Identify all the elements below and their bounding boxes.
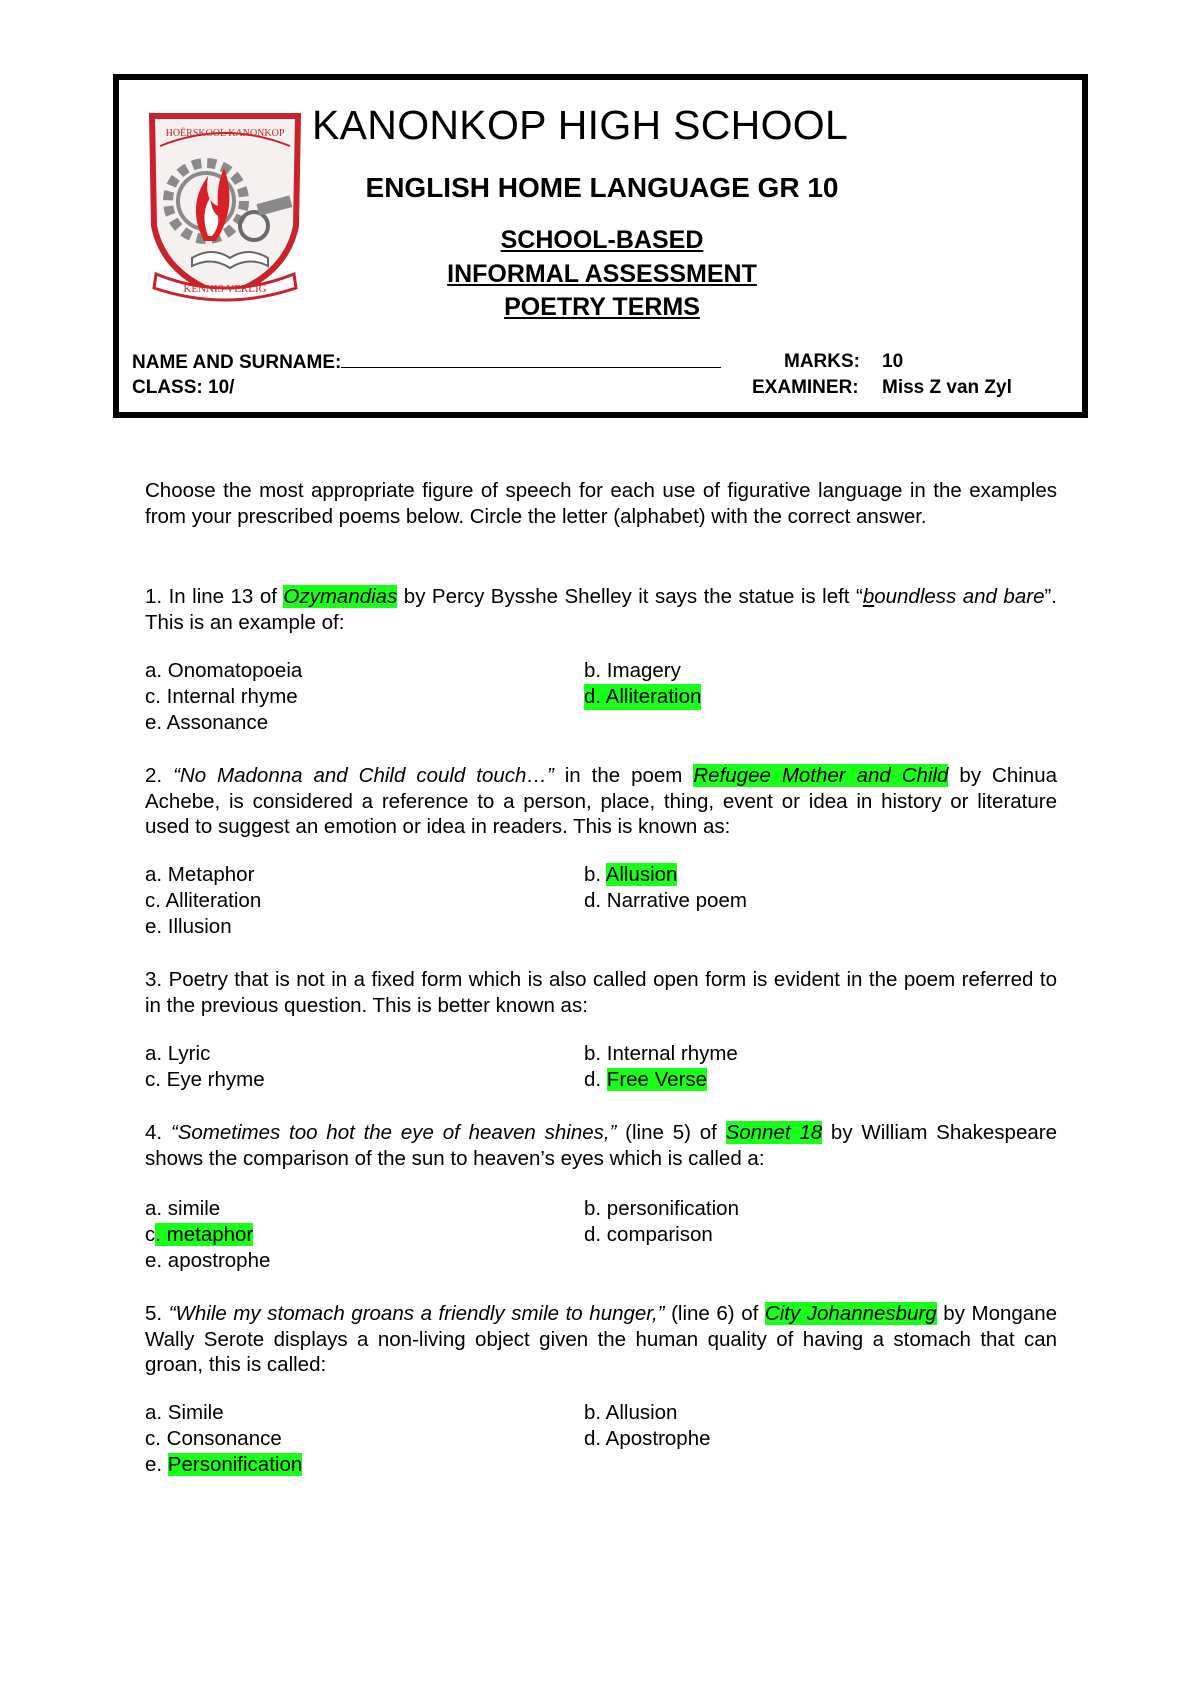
answer-highlight: . metaphor	[155, 1223, 254, 1246]
instructions: Choose the most appropriate figure of speech for each use of figurative language in the examples from your prescribed poems below. Circle the letter (alphabet) with the correct answer.	[145, 479, 1057, 528]
option-3b[interactable]: b. Internal rhyme	[584, 1042, 738, 1065]
question-4: 4. “Sometimes too hot the eye of heaven shines,” (line 5) of Sonnet 18 by William Shakespeare shows the comparison of the sun to heaven’s eyes which is called a:	[145, 1121, 1057, 1170]
option-1d-answer[interactable]: d. Alliteration	[584, 685, 702, 708]
option-4c[interactable]: c. metaphor	[145, 1223, 254, 1246]
question-2: 2. “No Madonna and Child could touch…” in the poem Refugee Mother and Child by Chinua Achebe, is considered a reference to a person, place, thing, event or idea in history or literature used to suggest an emotion or idea in readers. This is known as:	[145, 764, 1057, 838]
option-1c[interactable]: c. Internal rhyme	[145, 685, 298, 708]
question-1: 1. In line 13 of Ozymandias by Percy Bysshe Shelley it says the statue is left “boundless and bare”. This is an example of:	[145, 585, 1057, 634]
option-2c[interactable]: c. Alliteration	[145, 889, 262, 912]
logo-motto: KENNIS VERLIG	[183, 283, 267, 295]
option-3d[interactable]: d. Free Verse	[584, 1068, 708, 1091]
poem-title: Ozymandias	[283, 585, 398, 608]
option-5a[interactable]: a. Simile	[145, 1401, 224, 1424]
option-1b[interactable]: b. Imagery	[584, 659, 681, 682]
option-5e[interactable]: e. Personification	[145, 1453, 303, 1476]
option-2d[interactable]: d. Narrative poem	[584, 889, 747, 912]
poem-title: Refugee Mother and Child	[693, 764, 949, 787]
option-2b[interactable]: b. Allusion	[584, 863, 678, 886]
question-5: 5. “While my stomach groans a friendly smile to hunger,” (line 6) of City Johannesburg by Mongane Wally Serote displays a non-living object given the human quality of having a stomach that can groan, this is called:	[145, 1302, 1058, 1376]
option-5d[interactable]: d. Apostrophe	[584, 1427, 711, 1450]
answer-highlight: Free Verse	[606, 1068, 708, 1091]
examiner-label: EXAMINER:	[752, 377, 859, 398]
marks-value: 10	[882, 351, 904, 372]
option-4e[interactable]: e. apostrophe	[145, 1249, 271, 1272]
option-4a[interactable]: a. simile	[145, 1197, 221, 1220]
option-1e[interactable]: e. Assonance	[145, 711, 269, 734]
marks-label: MARKS:	[784, 351, 860, 372]
poem-title: City Johannesburg	[764, 1302, 937, 1325]
examiner-value: Miss Z van Zyl	[882, 377, 1012, 398]
answer-highlight: Personification	[167, 1453, 303, 1476]
option-3c[interactable]: c. Eye rhyme	[145, 1068, 265, 1091]
assessment-line-2: INFORMAL ASSESSMENT	[447, 260, 757, 288]
school-name: KANONKOP HIGH SCHOOL	[312, 102, 849, 148]
option-1a[interactable]: a. Onomatopoeia	[145, 659, 303, 682]
option-5b[interactable]: b. Allusion	[584, 1401, 678, 1424]
assessment-line-3: POETRY TERMS	[504, 293, 700, 321]
answer-highlight: Allusion	[605, 863, 678, 886]
name-label: NAME AND SURNAME:	[132, 352, 342, 373]
option-3a[interactable]: a. Lyric	[145, 1042, 211, 1065]
option-2a[interactable]: a. Metaphor	[145, 863, 255, 886]
option-5c[interactable]: c. Consonance	[145, 1427, 282, 1450]
option-4d[interactable]: d. comparison	[584, 1223, 713, 1246]
name-blank-line[interactable]	[341, 351, 721, 368]
subject-title: ENGLISH HOME LANGUAGE GR 10	[365, 172, 839, 203]
class-label: CLASS: 10/	[132, 377, 235, 398]
logo-top-text: HOËRSKOOL KANONKOP	[165, 128, 285, 139]
option-4b[interactable]: b. personification	[584, 1197, 739, 1220]
option-2e[interactable]: e. Illusion	[145, 915, 232, 938]
assessment-line-1: SCHOOL-BASED	[500, 226, 704, 254]
name-field[interactable]	[132, 351, 721, 374]
poem-title: Sonnet 18	[725, 1121, 823, 1144]
question-3: 3. Poetry that is not in a fixed form which is also called open form is evident in the poem referred to in the previous question. This is better known as:	[145, 968, 1057, 1017]
